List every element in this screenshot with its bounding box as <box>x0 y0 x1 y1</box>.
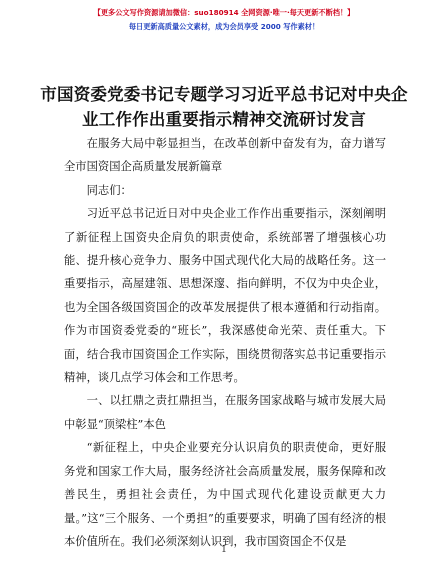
intro-paragraph: 习近平总书记近日对中央企业工作作出重要指示，深刻阐明了新征程上国资央企肩负的职责使命，系统部署了增强核心功能、提升核心竞争力、服务中国式现代化大局的战略任务。这一重要指示，高屋建瓴、思想深邃、指向鲜明，不仅为中央企业，也为全国各级国资国企的改革发展提供了根本遵循和行动指南。作为市国资委党委的“班长”，我深感使命光荣、责任重大。下面，结合我市国资国企工作实际，围绕贯彻落实总书记重要指示精神，谈几点学习体会和工作思考。 <box>64 207 386 385</box>
salutation-paragraph: 同志们： <box>86 183 132 197</box>
page-number: 1 <box>221 545 227 555</box>
document-body <box>64 132 386 553</box>
promo-banner-line-2: 每日更新高质量公文素材，成为会员享受 2000 写作素材！ <box>128 22 320 31</box>
subtitle-paragraph: 在服务大局中彰显担当，在改革创新中奋发有为，奋力谱写全市国资国企高质量发展新篇章 <box>64 137 386 174</box>
document-title: 市国资委党委书记专题学习习近平总书记对中央企业工作作出重要指示精神交流研讨发言 <box>40 85 408 129</box>
body-paragraph: “新征程上，中央企业要充分认识肩负的职责使命，更好服务党和国家工作大局，服务经济社会高质量发展，服务保障和改善民生，勇担社会责任，为中国式现代化建设贡献更大力量。”这“三个服务、一个勇担”的重要要求，明确了国有经济的根本价值所在。我们必须深刻认识到，我市国资国企不仅是 <box>64 441 386 548</box>
promo-banner <box>0 6 448 34</box>
promo-banner-line-1: 【更多公文写作资源请加微信：suo180914 全网资源·唯一·每天更新不断档！】 <box>93 8 355 17</box>
section-heading-1: 一、以扛鼎之责扛鼎担当，在服务国家战略与城市发展大局中彰显“顶梁柱”本色 <box>64 394 386 431</box>
